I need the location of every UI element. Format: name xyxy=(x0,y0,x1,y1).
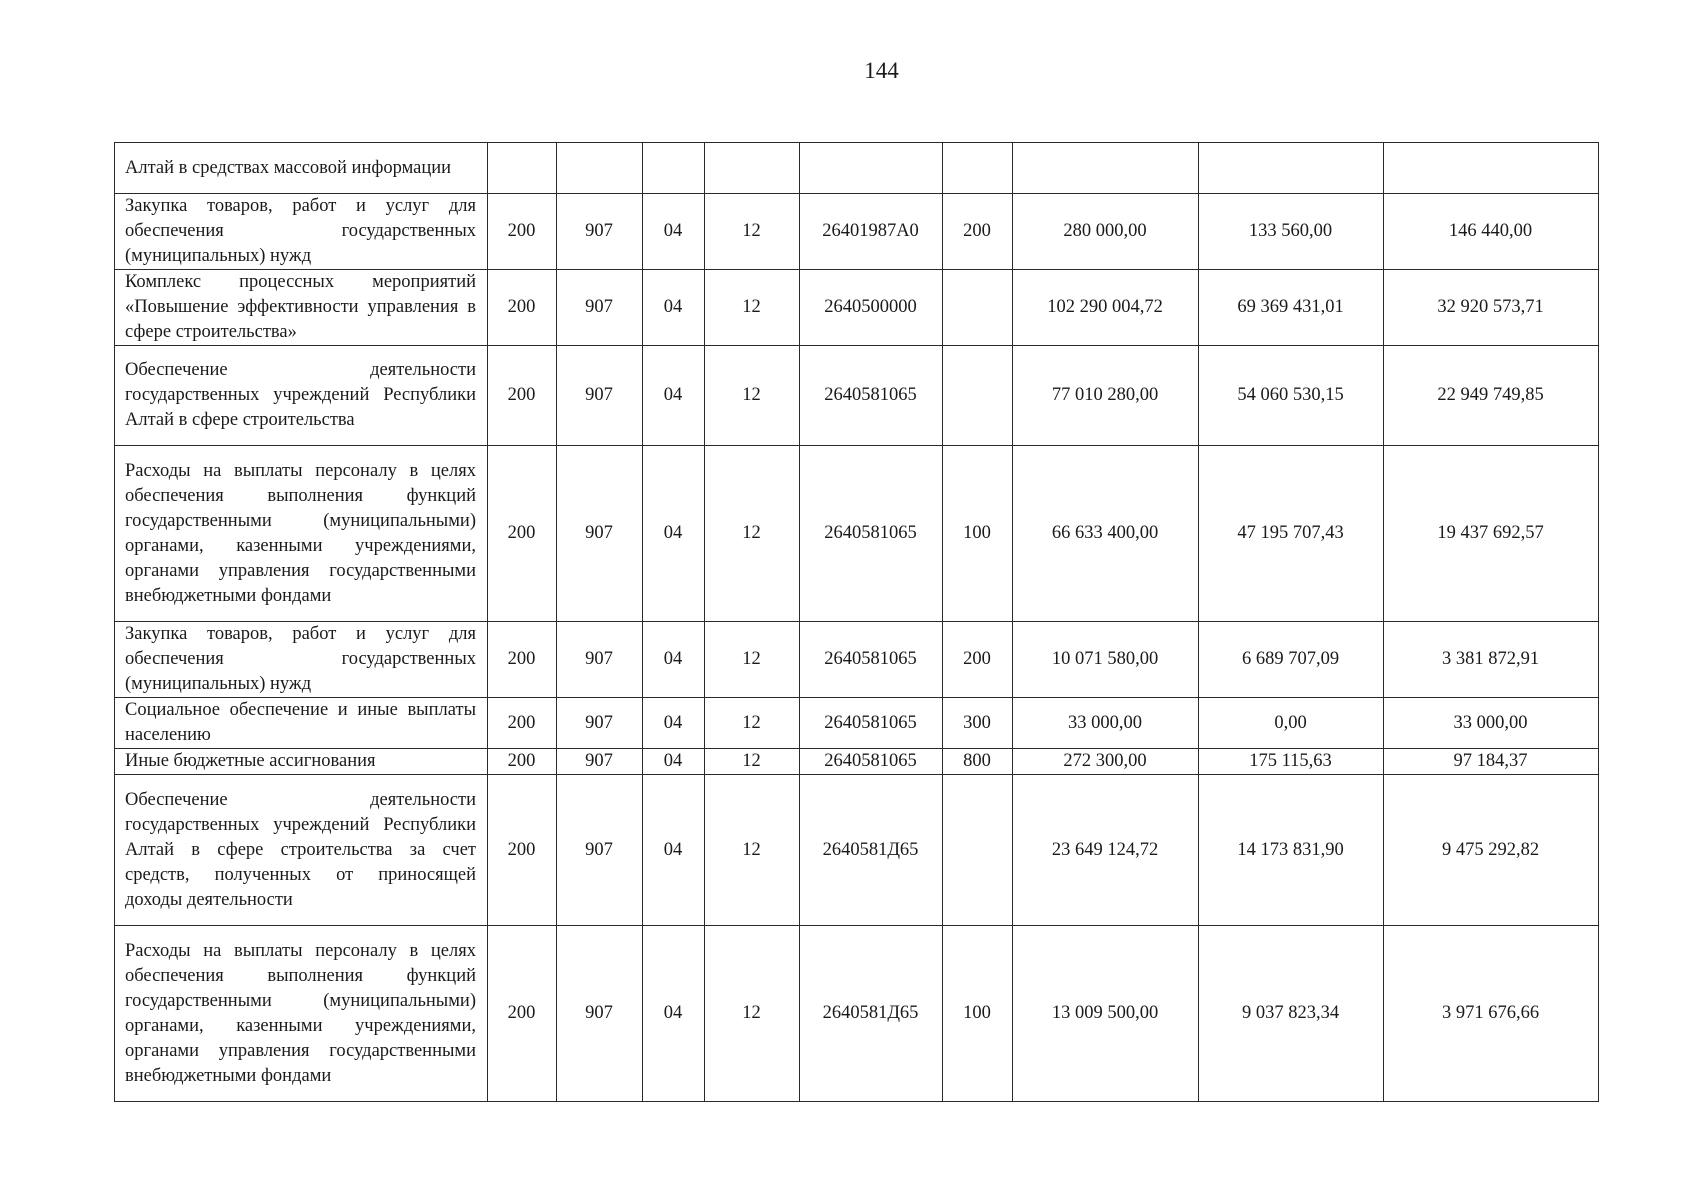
cell-section-code: 04 xyxy=(643,194,705,270)
cell-ministry-code: 907 xyxy=(557,698,643,749)
table-row xyxy=(115,775,1599,926)
cell-amount-remaining: 9 475 292,82 xyxy=(1384,775,1599,926)
cell-section-code: 04 xyxy=(643,926,705,1102)
cell-target-article: 2640581065 xyxy=(800,749,943,775)
cell-target-article: 2640581065 xyxy=(800,346,943,446)
cell-target-article: 2640581065 xyxy=(800,698,943,749)
table-row xyxy=(115,143,1599,194)
row-description: Алтай в средствах массовой информации xyxy=(115,143,488,194)
table-row xyxy=(115,194,1599,270)
cell-amount-planned: 280 000,00 xyxy=(1013,194,1199,270)
cell-amount-executed: 133 560,00 xyxy=(1199,194,1384,270)
cell-admin-code: 200 xyxy=(488,926,557,1102)
cell-amount-executed: 14 173 831,90 xyxy=(1199,775,1384,926)
cell-subsection-code: 12 xyxy=(705,926,800,1102)
cell-subsection-code: 12 xyxy=(705,270,800,346)
cell-section-code: 04 xyxy=(643,749,705,775)
page-number: 144 xyxy=(864,58,899,83)
cell-target-article xyxy=(800,143,943,194)
row-description: Комплекс процессных мероприятий «Повышение эффективности управления в сфере строительства» xyxy=(115,270,488,346)
cell-target-article: 2640581Д65 xyxy=(800,775,943,926)
cell-expense-type: 200 xyxy=(943,622,1013,698)
cell-amount-executed: 69 369 431,01 xyxy=(1199,270,1384,346)
cell-admin-code: 200 xyxy=(488,749,557,775)
cell-ministry-code: 907 xyxy=(557,194,643,270)
cell-admin-code: 200 xyxy=(488,698,557,749)
cell-amount-executed: 0,00 xyxy=(1199,698,1384,749)
cell-admin-code: 200 xyxy=(488,194,557,270)
table-row xyxy=(115,926,1599,1102)
cell-ministry-code: 907 xyxy=(557,622,643,698)
cell-amount-executed: 47 195 707,43 xyxy=(1199,446,1384,622)
cell-amount-planned: 10 071 580,00 xyxy=(1013,622,1199,698)
cell-amount-executed: 175 115,63 xyxy=(1199,749,1384,775)
cell-section-code: 04 xyxy=(643,446,705,622)
cell-amount-remaining: 32 920 573,71 xyxy=(1384,270,1599,346)
table-row xyxy=(115,446,1599,622)
cell-ministry-code: 907 xyxy=(557,346,643,446)
cell-amount-planned: 102 290 004,72 xyxy=(1013,270,1199,346)
cell-amount-remaining: 97 184,37 xyxy=(1384,749,1599,775)
cell-admin-code: 200 xyxy=(488,270,557,346)
row-description: Социальное обеспечение и иные выплаты населению xyxy=(115,698,488,749)
cell-amount-remaining xyxy=(1384,143,1599,194)
cell-ministry-code: 907 xyxy=(557,775,643,926)
cell-section-code xyxy=(643,143,705,194)
cell-expense-type: 100 xyxy=(943,446,1013,622)
row-description: Обеспечение деятельности государственных учреждений Республики Алтай в сфере строительства xyxy=(115,346,488,446)
cell-admin-code: 200 xyxy=(488,446,557,622)
cell-target-article: 26401987А0 xyxy=(800,194,943,270)
cell-subsection-code: 12 xyxy=(705,622,800,698)
row-description: Закупка товаров, работ и услуг для обеспечения государственных (муниципальных) нужд xyxy=(115,622,488,698)
cell-amount-remaining: 3 381 872,91 xyxy=(1384,622,1599,698)
cell-expense-type xyxy=(943,346,1013,446)
cell-ministry-code xyxy=(557,143,643,194)
cell-section-code: 04 xyxy=(643,622,705,698)
cell-subsection-code: 12 xyxy=(705,749,800,775)
row-description: Закупка товаров, работ и услуг для обеспечения государственных (муниципальных) нужд xyxy=(115,194,488,270)
row-description: Расходы на выплаты персоналу в целях обеспечения выполнения функций государственными (муниципальными) органами, казенными учреждениями, органами управления государственными внебюджетными фондами xyxy=(115,446,488,622)
table-row xyxy=(115,270,1599,346)
cell-target-article: 2640581065 xyxy=(800,622,943,698)
cell-admin-code: 200 xyxy=(488,622,557,698)
cell-amount-planned: 66 633 400,00 xyxy=(1013,446,1199,622)
cell-amount-executed xyxy=(1199,143,1384,194)
cell-amount-planned: 77 010 280,00 xyxy=(1013,346,1199,446)
cell-amount-planned: 13 009 500,00 xyxy=(1013,926,1199,1102)
budget-table xyxy=(114,142,1599,1102)
cell-amount-executed: 9 037 823,34 xyxy=(1199,926,1384,1102)
row-description: Расходы на выплаты персоналу в целях обеспечения выполнения функций государственными (муниципальными) органами, казенными учреждениями, органами управления государственными внебюджетными фондами xyxy=(115,926,488,1102)
cell-amount-remaining: 146 440,00 xyxy=(1384,194,1599,270)
cell-subsection-code: 12 xyxy=(705,698,800,749)
cell-subsection-code: 12 xyxy=(705,775,800,926)
cell-expense-type xyxy=(943,270,1013,346)
cell-amount-remaining: 19 437 692,57 xyxy=(1384,446,1599,622)
cell-subsection-code xyxy=(705,143,800,194)
cell-amount-remaining: 22 949 749,85 xyxy=(1384,346,1599,446)
cell-admin-code: 200 xyxy=(488,346,557,446)
cell-target-article: 2640581Д65 xyxy=(800,926,943,1102)
cell-amount-planned xyxy=(1013,143,1199,194)
cell-amount-remaining: 33 000,00 xyxy=(1384,698,1599,749)
cell-amount-executed: 54 060 530,15 xyxy=(1199,346,1384,446)
cell-amount-remaining: 3 971 676,66 xyxy=(1384,926,1599,1102)
cell-expense-type xyxy=(943,143,1013,194)
cell-amount-planned: 23 649 124,72 xyxy=(1013,775,1199,926)
cell-section-code: 04 xyxy=(643,270,705,346)
cell-target-article: 2640581065 xyxy=(800,446,943,622)
cell-ministry-code: 907 xyxy=(557,270,643,346)
cell-expense-type: 200 xyxy=(943,194,1013,270)
cell-expense-type xyxy=(943,775,1013,926)
cell-subsection-code: 12 xyxy=(705,446,800,622)
table-row xyxy=(115,346,1599,446)
cell-target-article: 2640500000 xyxy=(800,270,943,346)
cell-subsection-code: 12 xyxy=(705,346,800,446)
table-row xyxy=(115,698,1599,749)
cell-amount-planned: 272 300,00 xyxy=(1013,749,1199,775)
table-row xyxy=(115,622,1599,698)
cell-expense-type: 100 xyxy=(943,926,1013,1102)
cell-admin-code xyxy=(488,143,557,194)
table-row xyxy=(115,749,1599,775)
cell-ministry-code: 907 xyxy=(557,926,643,1102)
cell-section-code: 04 xyxy=(643,346,705,446)
cell-subsection-code: 12 xyxy=(705,194,800,270)
row-description: Обеспечение деятельности государственных учреждений Республики Алтай в сфере строительства за счет средств, полученных от приносящей доходы деятельности xyxy=(115,775,488,926)
cell-ministry-code: 907 xyxy=(557,446,643,622)
cell-section-code: 04 xyxy=(643,775,705,926)
cell-expense-type: 300 xyxy=(943,698,1013,749)
cell-ministry-code: 907 xyxy=(557,749,643,775)
cell-amount-executed: 6 689 707,09 xyxy=(1199,622,1384,698)
cell-expense-type: 800 xyxy=(943,749,1013,775)
cell-admin-code: 200 xyxy=(488,775,557,926)
cell-section-code: 04 xyxy=(643,698,705,749)
row-description: Иные бюджетные ассигнования xyxy=(115,749,488,775)
cell-amount-planned: 33 000,00 xyxy=(1013,698,1199,749)
